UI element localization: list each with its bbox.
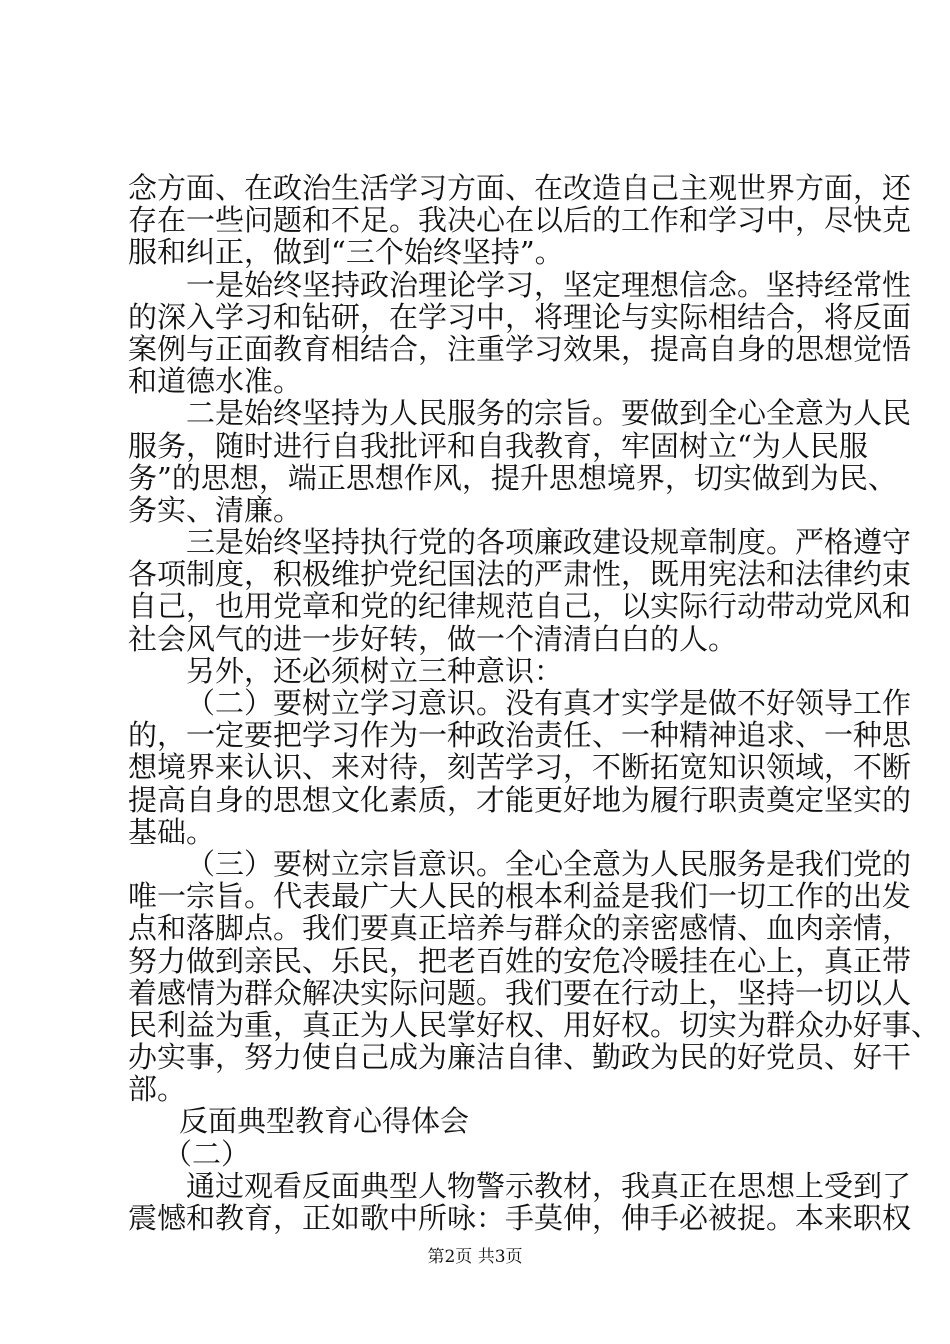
text-line: 的深入学习和钻研，在学习中，将理论与实际相结合，将反面 — [128, 299, 912, 334]
paragraph-start-line: 通过观看反面典型人物警示教材，我真正在思想上受到了 — [186, 1168, 912, 1203]
text-line: 点和落脚点。我们要真正培养与群众的亲密感情、血肉亲情， — [128, 911, 912, 946]
section-title: 反面典型教育心得体会 — [179, 1104, 470, 1139]
text-line: 办实事，努力使自己成为廉洁自律、勤政为民的好党员、好干 — [128, 1040, 912, 1075]
text-line: 部。 — [128, 1072, 187, 1107]
text-line: 各项制度，积极维护党纪国法的严肃性，既用宪法和法律约束 — [128, 557, 912, 592]
text-line: 社会风气的进一步好转，做一个清清白白的人。 — [128, 621, 738, 656]
paragraph-start-line: 一是始终坚持政治理论学习，坚定理想信念。坚持经常性 — [186, 267, 912, 302]
body-text — [128, 171, 941, 1235]
text-line: 震憾和教育，正如歌中所咏：手莫伸，伸手必被捉。本来职权 — [128, 1201, 912, 1235]
page-number: 第2页 共3页 — [427, 1247, 523, 1267]
text-line: 的，一定要把学习作为一种政治责任、一种精神追求、一种思 — [128, 718, 912, 753]
text-line: 自己，也用党章和党的纪律规范自己，以实际行动带动党风和 — [128, 589, 912, 624]
text-line: 提高自身的思想文化素质，才能更好地为履行职责奠定坚实的 — [128, 782, 912, 817]
text-line: 努力做到亲民、乐民，把老百姓的安危冷暖挂在心上，真正带 — [128, 943, 912, 978]
text-line: 想境界来认识、来对待，刻苦学习，不断拓宽知识领域，不断 — [128, 750, 912, 785]
paragraph-start-line: 三是始终坚持执行党的各项廉政建设规章制度。严格遵守 — [186, 525, 912, 560]
page-footer — [0, 1242, 950, 1267]
text-line: 念方面、在政治生活学习方面、在改造自己主观世界方面，还 — [128, 171, 912, 205]
paragraph-start-line: （二）要树立学习意识。没有真才实学是做不好领导工作 — [186, 686, 912, 720]
paragraph-start-line: 另外，还必须树立三种意识： — [186, 653, 564, 688]
text-line: 务”的思想，端正思想作风，提升思想境界，切实做到为民、 — [128, 460, 897, 495]
text-line: 民利益为重，真正为人民掌好权、用好权。切实为群众办好事、 — [128, 1007, 941, 1042]
text-line: 存在一些问题和不足。我决心在以后的工作和学习中，尽快克 — [128, 203, 912, 238]
text-line: 案例与正面教育相结合，注重学习效果，提高自身的思想觉悟 — [128, 331, 912, 366]
paragraph-start-line: （三）要树立宗旨意识。全心全意为人民服务是我们党的 — [186, 846, 912, 881]
paragraph-start-line: 二是始终坚持为人民服务的宗旨。要做到全心全意为人民 — [186, 396, 912, 431]
section-number: （二） — [163, 1136, 251, 1171]
text-line: 基础。 — [128, 814, 216, 849]
text-line: 和道德水准。 — [128, 364, 303, 399]
text-line: 着感情为群众解决实际问题。我们要在行动上，坚持一切以人 — [128, 975, 912, 1010]
text-line: 务实、清廉。 — [128, 492, 303, 527]
text-line: 服和纠正，做到“三个始终坚持”。 — [128, 235, 564, 270]
text-line: 服务，随时进行自我批评和自我教育，牢固树立“为人民服 — [128, 428, 868, 463]
text-line: 唯一宗旨。代表最广大人民的根本利益是我们一切工作的出发 — [128, 879, 912, 914]
